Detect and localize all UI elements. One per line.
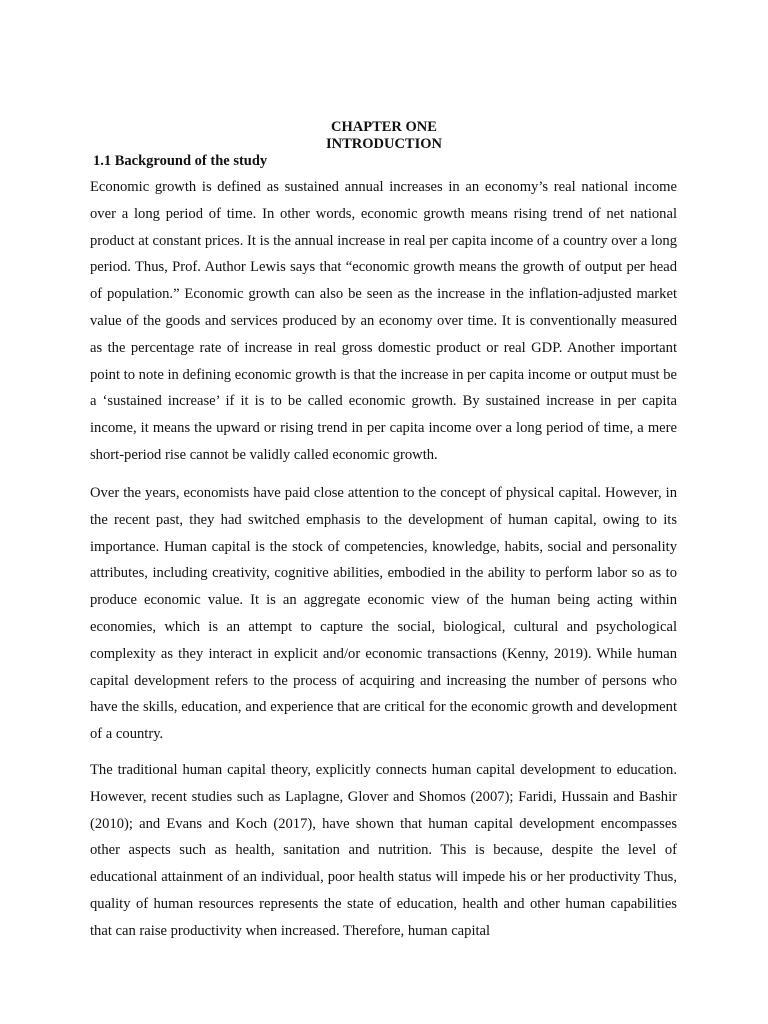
body-paragraph: The traditional human capital theory, explicitly connects human capital development to education. However, recent studies such as Laplagne, Glover and Shomos (2007); Faridi, Hussain and Bashir (2010); and Evans and Koch (2017), have shown that human capital development encompasses other aspects such as health, sanitation and nutrition. This is because, despite the level of educational attainment of an individual, poor health status will impede his or her productivity Thus, quality of human resources represents the state of education, health and other human capabilities that can raise productivity when increased. Therefore, human capital: [90, 762, 677, 939]
section-heading: 1.1 Background of the study: [93, 153, 268, 169]
chapter-label: CHAPTER ONE: [331, 119, 437, 135]
body-paragraph: Over the years, economists have paid close attention to the concept of physical capital. However, in the recent past, they had switched emphasis to the development of human capital, owing to its importance. Human capital is the stock of competencies, knowledge, habits, social and personality attributes, including creativity, cognitive abilities, embodied in the ability to perform labor so as to produce economic value. It is an aggregate economic view of the human being acting within economies, which is an attempt to capture the social, biological, cultural and psychological complexity as they interact in explicit and/or economic transactions (Kenny, 2019). While human capital development refers to the process of acquiring and increasing the number of persons who have the skills, education, and experience that are critical for the economic growth and development of a country.: [90, 485, 677, 743]
chapter-heading: [90, 119, 678, 153]
chapter-title: INTRODUCTION: [325, 136, 442, 152]
body-paragraph: Economic growth is defined as sustained annual increases in an economy’s real national income over a long period of time. In other words, economic growth means rising trend of net national product at constant prices. It is the annual increase in real per capita income of a country over a long period. Thus, Prof. Author Lewis says that “economic growth means the growth of output per head of population.” Economic growth can also be seen as the increase in the inflation-adjusted market value of the goods and services produced by an economy over time. It is conventionally measured as the percentage rate of increase in real gross domestic product or real GDP. Another important point to note in defining economic growth is that the increase in per capita income or output must be a ‘sustained increase’ if it is to be called economic growth. By sustained increase in per capita income, it means the upward or rising trend in per capita income over a long period of time, a mere short-period rise cannot be validly called economic growth.: [90, 179, 677, 463]
